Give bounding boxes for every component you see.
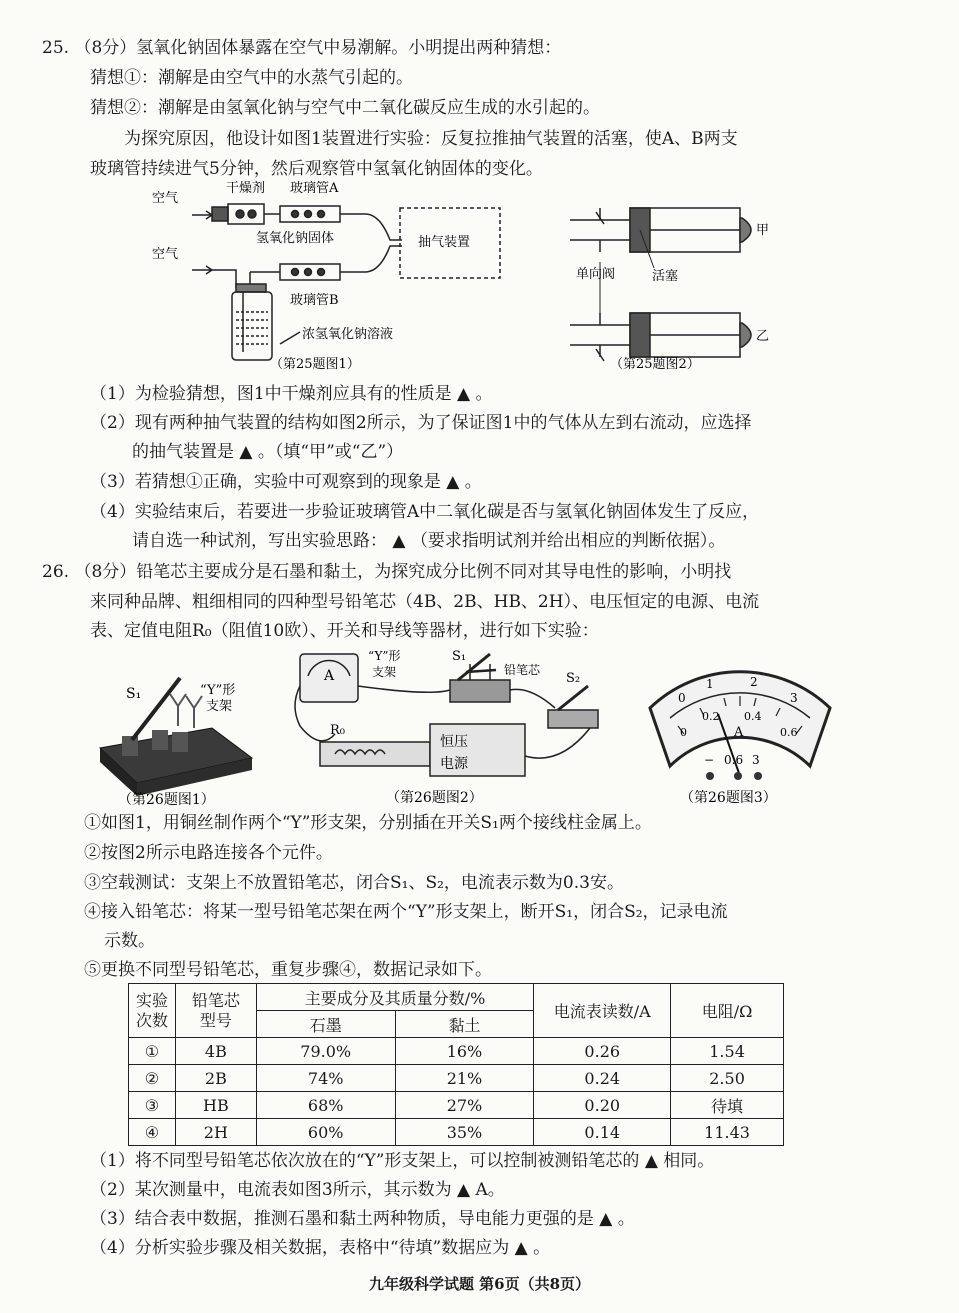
q25-figure-2	[560, 190, 790, 370]
cell: 2B	[175, 1065, 256, 1092]
q25-sub4a: （4）实验结束后，若要进一步验证玻璃管A中二氧化碳是否与氢氧化钠固体发生了反应，	[90, 502, 760, 522]
q25-sub4b: 请自选一种试剂，写出实验思路： ▲ （要求指明试剂并给出相应的判断依据）。	[132, 531, 726, 551]
q26-step5: ⑤更换不同型号铅笔芯，重复步骤④，数据记录如下。	[84, 960, 492, 980]
page-footer: 九年级科学试题 第6页（共8页）	[368, 1275, 591, 1293]
header-resistance: 电阻/Ω	[671, 984, 784, 1038]
cell: 11.43	[671, 1119, 784, 1146]
data-table	[128, 983, 784, 1146]
cell: 35%	[395, 1119, 534, 1146]
fig26-3-bottom-tick-3: 0.6	[780, 726, 798, 739]
q26-sub1: （1）将不同型号铅笔芯依次放在的“Y”形支架上，可以控制被测铅笔芯的 ▲ 相同。	[90, 1151, 715, 1171]
fig26-2-ammeter: A	[324, 668, 335, 684]
table-header-row	[129, 984, 784, 1011]
q25-sub2a: （2）现有两种抽气装置的结构如图2所示，为了保证图1中的气体从左到右流动，应选择	[90, 413, 752, 433]
cell: HB	[175, 1092, 256, 1119]
q25-figure-1	[150, 180, 520, 370]
header-current: 电流表读数/A	[534, 984, 671, 1038]
fig26-1-bracket: “Y”形	[200, 683, 236, 698]
cell: 68%	[256, 1092, 395, 1119]
fig1-solution-label: 浓氢氧化钠溶液	[302, 327, 394, 342]
fig26-2-bracket: “Y”形	[368, 649, 401, 663]
cell: 待填	[671, 1092, 784, 1119]
q26-step4a: ④接入铅笔芯：将某一型号铅笔芯架在两个“Y”形支架上，断开S₁，闭合S₂，记录电流	[84, 902, 728, 922]
fig26-3-top-tick-2: 2	[750, 675, 758, 689]
fig2-valve-label: 单向阀	[576, 267, 616, 282]
cell: 60%	[256, 1119, 395, 1146]
q26-step4b: 示数。	[104, 931, 155, 951]
cell: 0.24	[534, 1065, 671, 1092]
fig26-2-lead: 铅笔芯	[504, 663, 541, 677]
cell: 79.0%	[256, 1038, 395, 1065]
fig26-1-caption: （第26题图1）	[118, 792, 215, 808]
header-composition: 主要成分及其质量分数/%	[256, 984, 534, 1011]
q26-figure-1	[92, 668, 262, 808]
header-clay: 黏土	[395, 1011, 534, 1038]
table-row	[129, 1038, 784, 1065]
cell: 27%	[395, 1092, 534, 1119]
fig26-3-terminal-3: 3	[752, 753, 760, 767]
q26-line2: 来同种品牌、粗细相同的四种型号铅笔芯（4B、2B、HB、2H）、电压恒定的电源、电流	[90, 592, 760, 612]
cell: ③	[129, 1092, 176, 1119]
fig26-2-source1: 恒压	[440, 734, 468, 750]
fig1-tube-a-label: 玻璃管A	[290, 181, 339, 196]
cell: 0.26	[534, 1038, 671, 1065]
fig26-3-top-tick-0: 0	[678, 691, 686, 705]
table-row	[129, 1065, 784, 1092]
table-row	[129, 1119, 784, 1146]
fig26-1-s1: S₁	[126, 686, 142, 702]
fig26-3-caption: （第26题图3）	[680, 790, 777, 806]
cell: 2H	[175, 1119, 256, 1146]
cell: 16%	[395, 1038, 534, 1065]
fig26-2-s2: S₂	[566, 671, 581, 686]
q25-sub1: （1）为检验猜想，图1中干燥剂应具有的性质是 ▲ 。	[90, 384, 493, 404]
fig1-air1: 空气	[152, 191, 179, 206]
q25-guess1: 猜想①：潮解是由空气中的水蒸气引起的。	[90, 68, 413, 88]
cell: 1.54	[671, 1038, 784, 1065]
q26-step1: ①如图1，用铜丝制作两个“Y”形支架，分别插在开关S₁两个接线柱金属上。	[84, 813, 652, 833]
fig26-1-bracket2: 支架	[206, 699, 233, 714]
fig26-2-source2: 电源	[440, 756, 468, 772]
fig26-2-s1: S₁	[452, 649, 467, 664]
q25-sub2b: 的抽气装置是 ▲ 。（填“甲”或“乙”）	[132, 442, 404, 462]
cell: ①	[129, 1038, 176, 1065]
table-row	[129, 1092, 784, 1119]
q26-figure-2	[290, 646, 620, 808]
q26-step2: ②按图2所示电路连接各个元件。	[84, 843, 333, 863]
q25-title: 25. （8分）氢氧化钠固体暴露在空气中易潮解。小明提出两种猜想：	[42, 38, 562, 58]
fig1-tube-b-label: 玻璃管B	[290, 293, 339, 308]
q26-sub2: （2）某次测量中，电流表如图3所示，其示数为 ▲ A。	[90, 1180, 505, 1200]
q26-sub3: （3）结合表中数据，推测石墨和黏土两种物质，导电能力更强的是 ▲ 。	[90, 1209, 635, 1229]
q25-para1: 为探究原因，他设计如图1装置进行实验：反复拉推抽气装置的活塞，使A、B两支	[124, 129, 738, 149]
fig26-2-caption: （第26题图2）	[386, 790, 483, 806]
header-graphite: 石墨	[256, 1011, 395, 1038]
cell: 4B	[175, 1038, 256, 1065]
fig26-3-top-tick-3: 3	[790, 691, 798, 705]
fig26-2-r0: R₀	[330, 723, 345, 738]
cell: ④	[129, 1119, 176, 1146]
q25-sub3: （3）若猜想①正确，实验中可观察到的现象是 ▲ 。	[90, 472, 482, 492]
cell: 0.20	[534, 1092, 671, 1119]
fig1-caption: （第25题图1）	[270, 357, 360, 370]
fig2-piston-label: 活塞	[652, 269, 679, 284]
fig1-desiccant-label: 干燥剂	[226, 181, 266, 196]
q25-guess2: 猜想②：潮解是由氢氧化钠与空气中二氧化碳反应生成的水引起的。	[90, 98, 600, 118]
fig1-pump-label: 抽气装置	[418, 235, 471, 250]
fig26-3-bottom-tick-1: 0.2	[702, 710, 720, 723]
header-trial: 实验 次数	[129, 984, 176, 1038]
q26-line3: 表、定值电阻R₀（阻值10欧）、开关和导线等器材，进行如下实验：	[90, 621, 599, 641]
q26-sub4: （4）分析实验步骤及相关数据，表格中“待填”数据应为 ▲ 。	[90, 1238, 551, 1258]
fig2-caption: （第25题图2）	[610, 357, 700, 370]
fig2-yi: 乙	[756, 329, 770, 344]
fig26-3-top-tick-1: 1	[706, 677, 714, 691]
q26-figure-3	[640, 656, 840, 808]
cell: 21%	[395, 1065, 534, 1092]
q26-step3: ③空载测试：支架上不放置铅笔芯，闭合S₁、S₂，电流表示数为0.3安。	[84, 873, 624, 893]
cell: ②	[129, 1065, 176, 1092]
fig26-3-terminal-06: 0.6	[724, 753, 744, 767]
cell: 2.50	[671, 1065, 784, 1092]
fig26-2-bracket2: 支架	[372, 665, 397, 679]
cell: 0.14	[534, 1119, 671, 1146]
q26-title: 26. （8分）铅笔芯主要成分是石墨和黏土，为探究成分比例不同对其导电性的影响，小明找	[42, 562, 732, 582]
fig26-3-unit: A	[734, 725, 744, 740]
header-type: 铅笔芯 型号	[175, 984, 256, 1038]
cell: 74%	[256, 1065, 395, 1092]
fig1-air2: 空气	[152, 247, 179, 262]
fig2-jia: 甲	[756, 223, 770, 238]
fig26-3-bottom-tick-0: 0	[680, 726, 687, 739]
fig1-naoh-label: 氢氧化钠固体	[256, 231, 335, 246]
fig26-3-bottom-tick-2: 0.4	[744, 710, 762, 723]
fig26-3-terminal-neg: −	[704, 753, 715, 767]
q25-para2: 玻璃管持续进气5分钟，然后观察管中氢氧化钠固体的变化。	[90, 159, 543, 179]
